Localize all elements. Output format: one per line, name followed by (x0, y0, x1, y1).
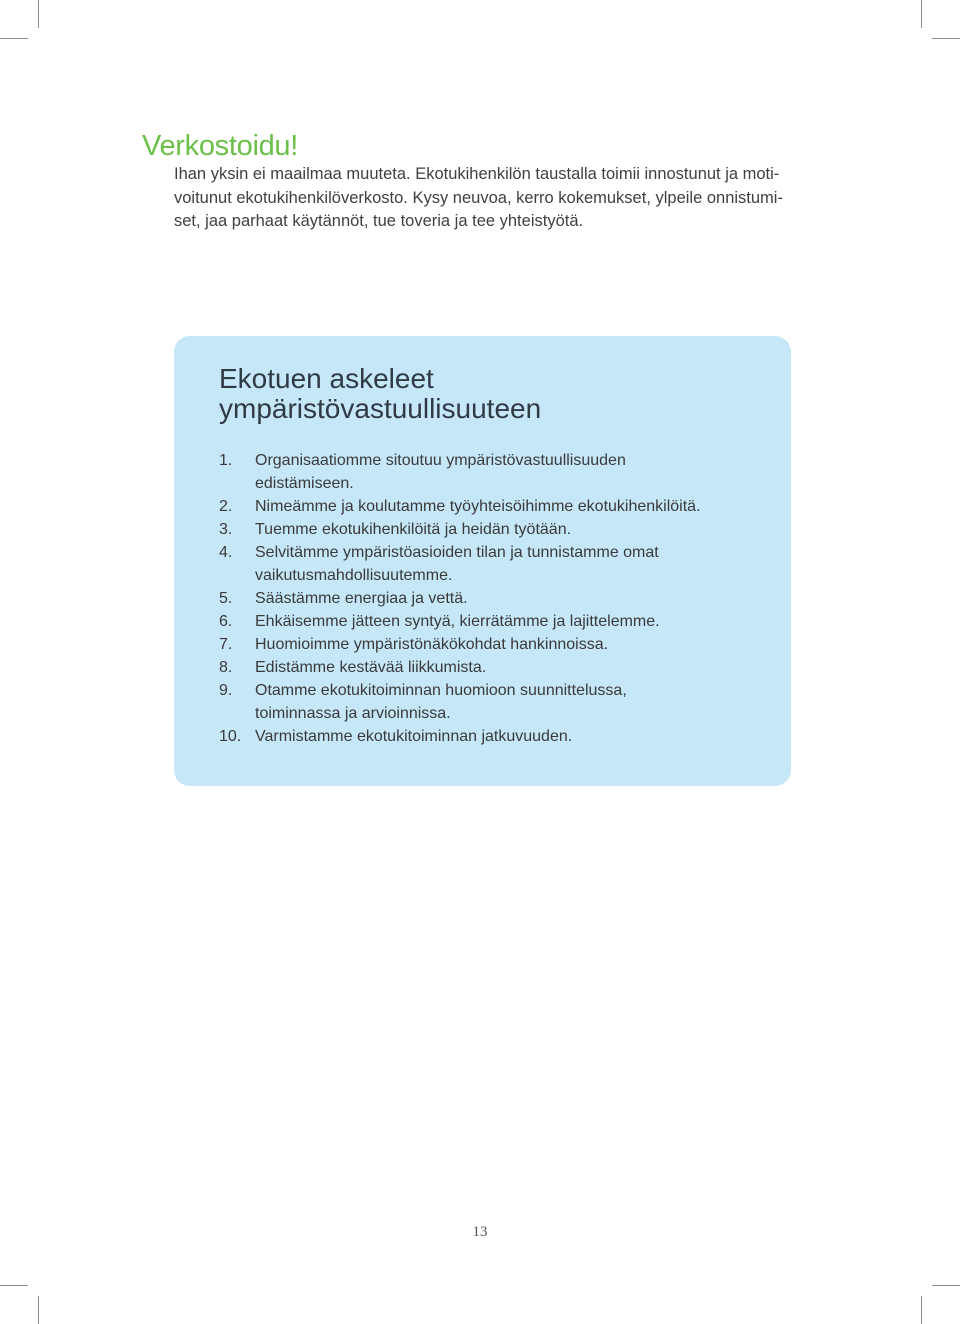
step-text (255, 587, 779, 610)
step-text-line: Nimeämme ja koulutamme työyhteisöihimme ekotukihenkilöitä. (255, 498, 701, 515)
step-number: 4. (219, 544, 233, 561)
step-text (255, 495, 779, 518)
steps-box-title (219, 364, 541, 424)
step-item (219, 449, 779, 495)
step-item (219, 656, 779, 679)
network-heading: Verkostoidu! (142, 130, 298, 162)
step-text-line: Edistämme kestävää liikkumista. (255, 659, 487, 676)
step-text-line: Selvitämme ympäristöasioiden tilan ja tunnistamme omat (255, 544, 659, 561)
step-number: 1. (219, 452, 233, 469)
step-number: 9. (219, 682, 233, 699)
steps-box-title-line: Ekotuen askeleet (219, 363, 434, 394)
step-number: 5. (219, 590, 233, 607)
crop-mark-top-left-horizontal (0, 38, 28, 39)
step-item (219, 633, 779, 656)
page-number: 13 (472, 1224, 488, 1240)
step-item (219, 495, 779, 518)
step-number: 10. (219, 728, 242, 745)
step-item (219, 610, 779, 633)
step-number: 3. (219, 521, 233, 538)
steps-box (174, 336, 791, 786)
step-item (219, 679, 779, 725)
network-intro-paragraph (174, 163, 794, 234)
step-item (219, 725, 779, 748)
crop-mark-top-left-vertical (38, 0, 39, 28)
step-text-line: Otamme ekotukitoiminnan huomioon suunnittelussa, (255, 682, 627, 699)
step-item (219, 541, 779, 587)
intro-line: Ihan yksin ei maailmaa muuteta. Ekotukihenkilön taustalla toimii innostunut ja moti- (174, 165, 780, 183)
step-number: 8. (219, 659, 233, 676)
step-item (219, 518, 779, 541)
steps-box-title-line: ympäristövastuullisuuteen (219, 393, 542, 424)
intro-line: set, jaa parhaat käytännöt, tue toveria ja tee yhteistyötä. (174, 212, 584, 230)
step-text (255, 518, 779, 541)
step-text-line: edistämiseen. (255, 475, 354, 492)
crop-mark-top-right-horizontal (932, 38, 960, 39)
step-number: 7. (219, 636, 233, 653)
crop-mark-bottom-left-vertical (38, 1296, 39, 1324)
step-text-line: Ehkäisemme jätteen syntyä, kierrätämme ja lajittelemme. (255, 613, 660, 630)
step-text (255, 633, 779, 656)
crop-mark-bottom-left-horizontal (0, 1285, 28, 1286)
step-number: 2. (219, 498, 233, 515)
step-text (255, 541, 779, 587)
steps-list (219, 449, 779, 748)
intro-line: voitunut ekotukihenkilöverkosto. Kysy neuvoa, kerro kokemukset, ylpeile onnistumi- (174, 188, 783, 207)
step-text-line: Varmistamme ekotukitoiminnan jatkuvuuden. (255, 728, 573, 745)
step-text-line: Tuemme ekotukihenkilöitä ja heidän työtään. (255, 521, 572, 538)
crop-mark-top-right-vertical (921, 0, 922, 28)
step-text-line: Huomioimme ympäristönäkökohdat hankinnoissa. (255, 636, 609, 653)
step-text (255, 725, 779, 748)
step-number: 6. (219, 613, 233, 630)
step-text (255, 449, 779, 495)
step-text-line: toiminnassa ja arvioinnissa. (255, 705, 451, 722)
step-text (255, 679, 779, 725)
step-text-line: Säästämme energiaa ja vettä. (255, 590, 468, 607)
step-text-line: Organisaatiomme sitoutuu ympäristövastuullisuuden (255, 452, 626, 469)
step-text-line: vaikutusmahdollisuutemme. (255, 567, 453, 584)
step-text (255, 656, 779, 679)
step-item (219, 587, 779, 610)
crop-mark-bottom-right-vertical (921, 1296, 922, 1324)
crop-mark-bottom-right-horizontal (932, 1285, 960, 1286)
step-text (255, 610, 779, 633)
